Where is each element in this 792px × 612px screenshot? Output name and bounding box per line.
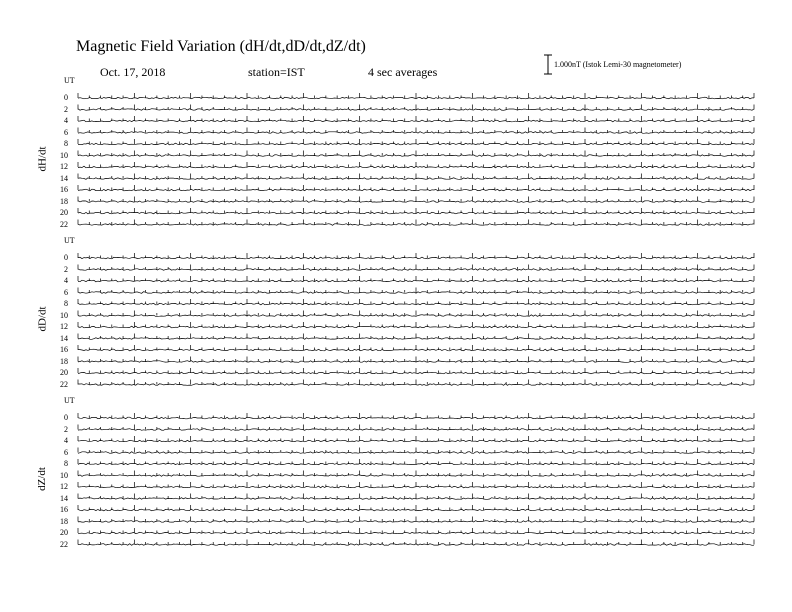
- row-hour-label: 2: [64, 104, 68, 114]
- row-hour-label: 14: [60, 333, 68, 343]
- row-hour-label: 20: [60, 528, 68, 537]
- row-hour-label: 6: [64, 287, 68, 297]
- averaging-label: 4 sec averages: [368, 65, 438, 79]
- row-hour-label: 4: [64, 436, 68, 445]
- row-hour-label: 22: [60, 219, 68, 229]
- row-hour-label: 12: [60, 482, 68, 491]
- row-hour-label: 16: [60, 345, 68, 354]
- row-hour-label: 4: [64, 116, 68, 125]
- row-hour-label: 22: [60, 379, 68, 389]
- chart-title: Magnetic Field Variation (dH/dt,dD/dt,dZ/dt): [76, 38, 366, 55]
- row-hour-label: 10: [60, 310, 68, 320]
- row-hour-label: 12: [60, 162, 68, 171]
- row-hour-label: 0: [64, 253, 68, 262]
- scale-bar-label: 1.000nT (Istok Lemi-30 magnetometer): [554, 60, 682, 69]
- ut-axis-label: UT: [64, 76, 75, 85]
- row-hour-label: 14: [60, 493, 68, 503]
- panel-label: dZ/dt: [35, 467, 48, 492]
- row-hour-label: 2: [64, 264, 68, 274]
- row-hour-label: 16: [60, 505, 68, 514]
- panel-label: dD/dt: [36, 306, 49, 332]
- row-hour-label: 20: [60, 208, 68, 217]
- row-hour-label: 14: [60, 173, 68, 183]
- row-hour-label: 20: [60, 368, 68, 377]
- row-hour-label: 2: [64, 424, 68, 434]
- row-hour-label: 10: [60, 150, 68, 160]
- panel-label: dH/dt: [36, 146, 49, 172]
- row-hour-label: 18: [60, 196, 68, 206]
- row-hour-label: 22: [60, 539, 68, 549]
- row-hour-label: 6: [64, 127, 68, 137]
- date-label: Oct. 17, 2018: [100, 65, 166, 79]
- row-hour-label: 4: [64, 276, 68, 285]
- row-hour-label: 8: [64, 139, 68, 148]
- row-hour-label: 18: [60, 516, 68, 526]
- row-hour-label: 0: [64, 93, 68, 102]
- ut-axis-label: UT: [64, 236, 75, 245]
- row-hour-label: 0: [64, 413, 68, 422]
- station-label: station=IST: [248, 65, 305, 79]
- row-hour-label: 10: [60, 470, 68, 480]
- ut-axis-label: UT: [64, 396, 75, 405]
- row-hour-label: 16: [60, 185, 68, 194]
- row-hour-label: 8: [64, 459, 68, 468]
- row-hour-label: 18: [60, 356, 68, 366]
- row-hour-label: 6: [64, 447, 68, 457]
- row-hour-label: 12: [60, 322, 68, 331]
- row-hour-label: 8: [64, 299, 68, 308]
